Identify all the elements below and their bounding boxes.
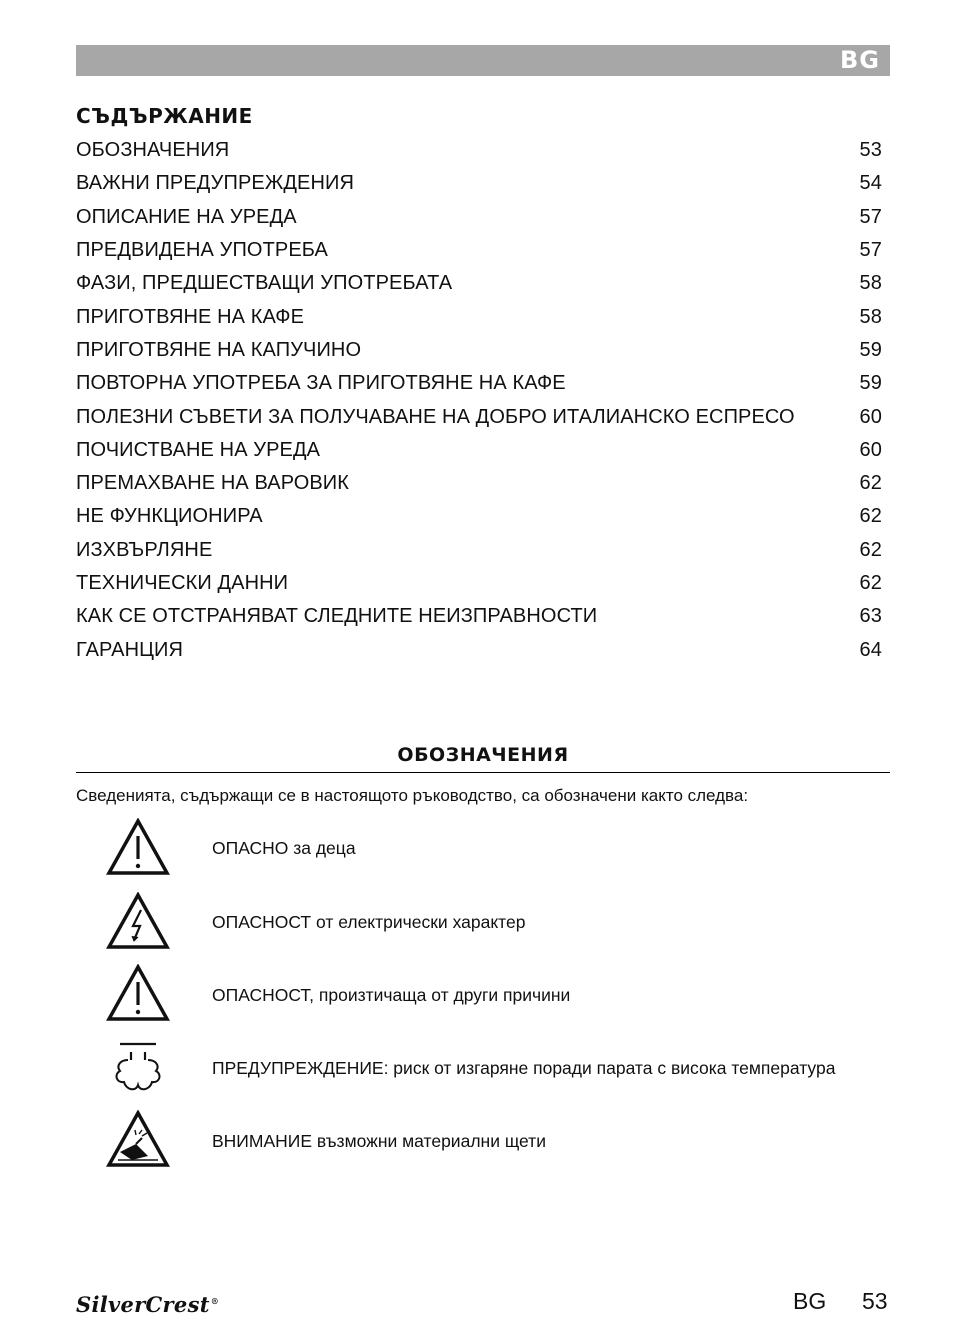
toc-item-label: ПРЕДВИДЕНА УПОТРЕБА <box>76 239 328 262</box>
symbol-row <box>76 892 890 962</box>
toc-item[interactable] <box>76 300 882 333</box>
toc-item-label: ОБОЗНАЧЕНИЯ <box>76 139 230 162</box>
toc-item-page: 62 <box>859 572 882 594</box>
toc-item-page: 63 <box>859 605 882 628</box>
toc-item-page: 60 <box>859 438 882 461</box>
toc-item[interactable] <box>76 500 882 533</box>
toc-item-page: 57 <box>859 205 882 228</box>
symbols-section-title: ОБОЗНАЧЕНИЯ <box>397 744 569 766</box>
brand-name: SilverCrest <box>76 1292 210 1317</box>
symbol-text: ОПАСНОСТ от електрически характер <box>212 912 526 932</box>
header-bar <box>76 45 890 76</box>
symbol-row <box>76 1038 890 1108</box>
symbol-row <box>76 964 890 1034</box>
section-divider <box>76 772 890 773</box>
toc-item[interactable] <box>76 234 882 267</box>
toc-item-label: ПОВТОРНА УПОТРЕБА ЗА ПРИГОТВЯНЕ НА КАФЕ <box>76 372 566 395</box>
toc-item-page: 59 <box>859 372 882 395</box>
toc-item[interactable] <box>76 267 882 300</box>
toc-item-label: ПРИГОТВЯНЕ НА КАФЕ <box>76 305 305 328</box>
toc-item[interactable] <box>76 367 882 400</box>
toc-item-label: КАК СЕ ОТСТРАНЯВАТ СЛЕДНИТЕ НЕИЗПРАВНОСТИ <box>76 605 598 628</box>
warning-triangle-icon <box>106 964 170 1024</box>
toc-item-page: 60 <box>859 405 882 428</box>
hot-steam-icon <box>106 1038 170 1098</box>
toc-item-label: НЕ ФУНКЦИОНИРА <box>76 505 263 528</box>
toc-list <box>76 134 882 667</box>
toc-item-label: ТЕХНИЧЕСКИ ДАННИ <box>76 572 289 594</box>
symbol-row <box>76 818 890 888</box>
toc-item-label: ОПИСАНИЕ НА УРЕДА <box>76 205 297 228</box>
toc-item[interactable] <box>76 167 882 200</box>
toc-item-label: ПРЕМАХВАНЕ НА ВАРОВИК <box>76 472 350 495</box>
header-language: BG <box>840 46 880 74</box>
symbol-text: ОПАСНО за деца <box>212 838 356 858</box>
toc-item-page: 53 <box>859 139 882 162</box>
toc-item-label: ИЗХВЪРЛЯНЕ <box>76 538 213 561</box>
toc-item-label: ПРИГОТВЯНЕ НА КАПУЧИНО <box>76 338 362 361</box>
toc-item[interactable] <box>76 534 882 567</box>
toc-item-page: 57 <box>859 239 882 262</box>
toc-item[interactable] <box>76 334 882 367</box>
toc-item-page: 62 <box>859 505 882 528</box>
toc-item[interactable] <box>76 633 882 666</box>
symbol-text: ОПАСНОСТ, произтичаща от други причини <box>212 985 571 1005</box>
symbols-intro: Сведенията, съдържащи се в настоящото ръководство, са обозначени както следва: <box>76 786 749 805</box>
toc-title: СЪДЪРЖАНИЕ <box>76 104 253 128</box>
toc-item-label: ВАЖНИ ПРЕДУПРЕЖДЕНИЯ <box>76 172 355 195</box>
toc-item-page: 59 <box>859 338 882 361</box>
toc-item-page: 62 <box>859 472 882 495</box>
material-damage-icon <box>106 1110 170 1170</box>
footer-language: BG <box>793 1288 827 1314</box>
toc-item-page: 54 <box>859 172 882 195</box>
toc-item[interactable] <box>76 201 882 234</box>
toc-item[interactable] <box>76 567 882 600</box>
electric-hazard-icon <box>106 892 170 952</box>
toc-item-page: 62 <box>859 538 882 561</box>
brand-logo <box>76 1292 219 1317</box>
symbol-text: ПРЕДУПРЕЖДЕНИЕ: риск от изгаряне поради парата с висока температура <box>212 1058 836 1078</box>
toc-item-page: 64 <box>859 638 882 661</box>
toc-item[interactable] <box>76 600 882 633</box>
toc-item-page: 58 <box>859 272 882 295</box>
symbol-text: ВНИМАНИЕ възможни материални щети <box>212 1131 546 1151</box>
toc-item[interactable] <box>76 434 882 467</box>
toc-item-label: ПОЧИСТВАНЕ НА УРЕДА <box>76 438 321 461</box>
toc-item-label: ГАРАНЦИЯ <box>76 638 184 661</box>
toc-item-page: 58 <box>859 305 882 328</box>
registered-mark-icon: ® <box>210 1296 220 1306</box>
toc-item-label: ПОЛЕЗНИ СЪВЕТИ ЗА ПОЛУЧАВАНЕ НА ДОБРО ИТАЛИАНСКО ЕСПРЕСО <box>76 405 795 428</box>
toc-item[interactable] <box>76 467 882 500</box>
page-number: 53 <box>862 1288 888 1314</box>
warning-triangle-icon <box>106 818 170 878</box>
toc-item[interactable] <box>76 400 882 433</box>
toc-item-label: ФАЗИ, ПРЕДШЕСТВАЩИ УПОТРЕБАТА <box>76 272 453 295</box>
toc-item[interactable] <box>76 134 882 167</box>
symbol-row <box>76 1110 890 1180</box>
